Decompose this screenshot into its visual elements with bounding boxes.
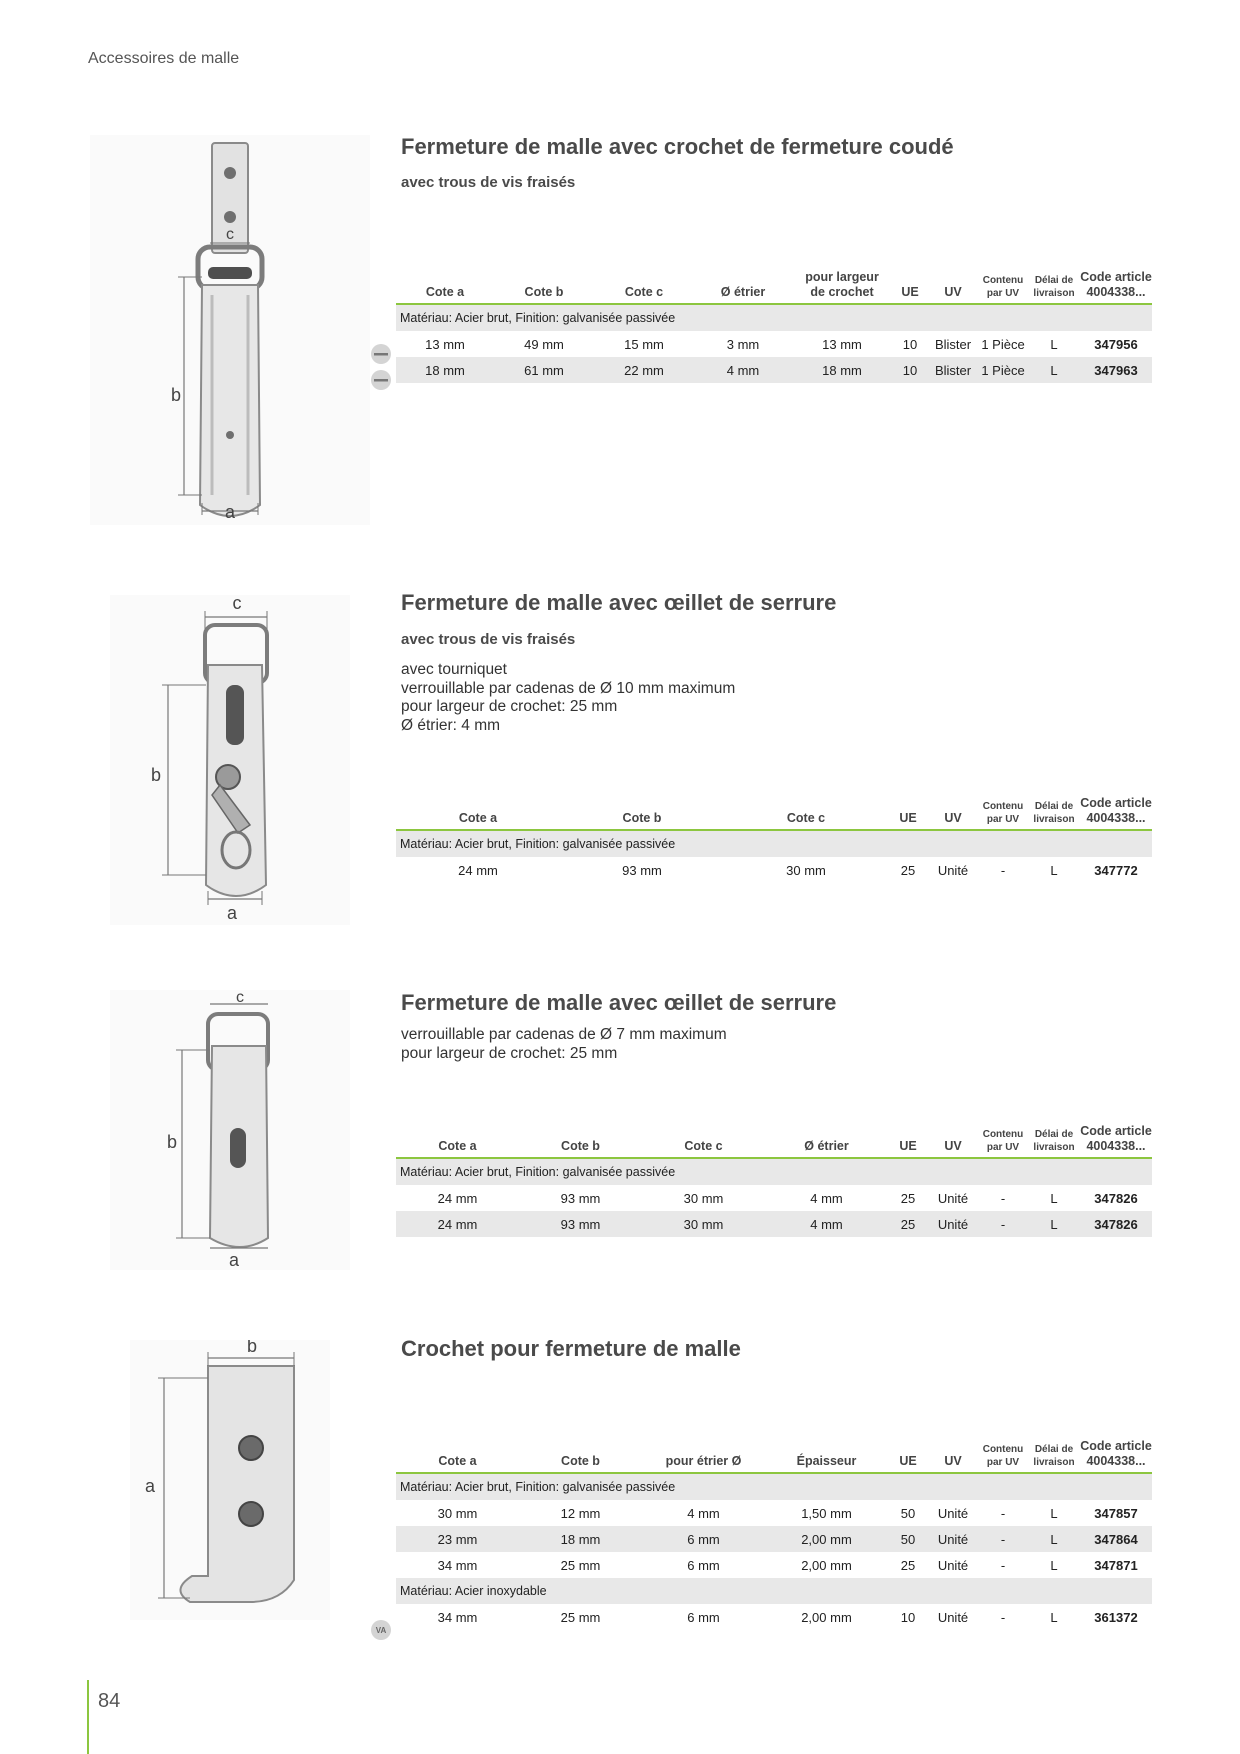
header-uv: UV — [928, 796, 978, 830]
stainless-steel-icon: VA — [371, 1620, 391, 1640]
header-code: Code article 4004338... — [1080, 270, 1152, 304]
header-cote-b: Cote b — [519, 1124, 642, 1158]
header-ue: UE — [888, 1124, 928, 1158]
header-ue: UE — [888, 1439, 928, 1473]
material-row: Matériau: Acier brut, Finition: galvanisée passivée — [396, 1473, 1152, 1500]
header-cote-c: Cote c — [642, 1124, 765, 1158]
section-title: Fermeture de malle avec œillet de serrure — [401, 990, 837, 1015]
page-number: 84 — [98, 1690, 121, 1712]
dim-label-b: b — [170, 385, 182, 405]
dim-label-c: c — [232, 595, 242, 613]
dim-label-a: a — [144, 1476, 156, 1496]
spec-table — [396, 1124, 1152, 1237]
header-delai: Délai de livraison — [1028, 1124, 1080, 1158]
dim-label-a: a — [226, 903, 238, 923]
header-code: Code article 4004338... — [1080, 1124, 1152, 1158]
table-row: 23 mm 18 mm 6 mm 2,00 mm 50 Unité - L 347864 — [396, 1526, 1152, 1552]
header-uv: UV — [928, 270, 978, 304]
section-title: Fermeture de malle avec œillet de serrure — [401, 590, 837, 615]
dim-label-b: b — [150, 765, 162, 785]
header-code: Code article 4004338... — [1080, 796, 1152, 830]
header-contenu: Contenu par UV — [978, 796, 1028, 830]
spec-table — [396, 270, 1152, 383]
header-delai: Délai de livraison — [1028, 270, 1080, 304]
header-etrier: Ø étrier — [765, 1124, 888, 1158]
table-row: 24 mm 93 mm 30 mm 4 mm 25 Unité - L 347826 — [396, 1211, 1152, 1237]
spec-table — [396, 1439, 1152, 1630]
material-row: Matériau: Acier brut, Finition: galvanisée passivée — [396, 830, 1152, 857]
section-title: Crochet pour fermeture de malle — [401, 1336, 741, 1361]
table-row: 24 mm 93 mm 30 mm 4 mm 25 Unité - L 347826 — [437, 1190, 1138, 1206]
product-image-oeillet-tourniquet — [110, 595, 350, 925]
header-contenu: Contenu par UV — [978, 1439, 1028, 1473]
header-cote-a: Cote a — [396, 1124, 519, 1158]
product-image-crochet — [130, 1340, 330, 1620]
header-etrier: Ø étrier — [694, 270, 792, 304]
section-description: avec tourniquet verrouillable par cadenas de Ø 10 mm maximum pour largeur de crochet: 25 mm Ø étrier: 4 mm — [401, 661, 736, 734]
header-uv: UV — [928, 1124, 978, 1158]
table-row: 18 mm 61 mm 22 mm 4 mm 18 mm 10 Blister 1 Pièce L 347963 — [396, 357, 1152, 383]
header-cote-a: Cote a — [396, 796, 560, 830]
header-cote-b: Cote b — [519, 1439, 642, 1473]
header-cote-c: Cote c — [724, 796, 888, 830]
table-row: 24 mm 93 mm 30 mm 25 Unité - L 347772 — [458, 862, 1138, 878]
dim-label-b: b — [246, 1340, 258, 1356]
section-subtitle: avec trous de vis fraisés — [401, 631, 576, 648]
product-image-oeillet-serrure — [110, 990, 350, 1270]
dim-label-c: c — [236, 990, 244, 1006]
dim-label-a: a — [228, 1250, 240, 1270]
dim-label-c: c — [226, 226, 234, 243]
header-uv: UV — [928, 1439, 978, 1473]
header-cote-a: Cote a — [396, 270, 494, 304]
section-title: Fermeture de malle avec crochet de fermeture coudé — [401, 134, 954, 159]
header-contenu: Contenu par UV — [978, 1124, 1028, 1158]
dim-label-b: b — [166, 1132, 178, 1152]
section-subtitle: avec trous de vis fraisés — [401, 174, 576, 191]
header-ue: UE — [888, 796, 928, 830]
header-cote-a: Cote a — [396, 1439, 519, 1473]
spec-table — [396, 796, 1152, 883]
header-etrier: pour étrier Ø — [642, 1439, 765, 1473]
header-code: Code article 4004338... — [1080, 1439, 1152, 1473]
material-row: Matériau: Acier brut, Finition: galvanisée passivée — [396, 304, 1152, 331]
footer-accent-bar — [87, 1680, 89, 1754]
header-cote-b: Cote b — [560, 796, 724, 830]
screw-icon — [371, 344, 391, 364]
page-header: Accessoires de malle — [88, 50, 240, 67]
table-row: 13 mm 49 mm 15 mm 3 mm 13 mm 10 Blister 1 Pièce L 347956 — [425, 336, 1138, 352]
table-row: 34 mm 25 mm 6 mm 2,00 mm 25 Unité - L 347871 — [437, 1557, 1138, 1573]
header-contenu: Contenu par UV — [978, 270, 1028, 304]
screw-icon — [371, 370, 391, 390]
product-image-crochet-coude — [90, 135, 370, 525]
section-description: verrouillable par cadenas de Ø 7 mm maximum pour largeur de crochet: 25 mm — [401, 1026, 727, 1062]
material-row-inox: Matériau: Acier inoxydable — [396, 1578, 1152, 1604]
header-ue: UE — [892, 270, 928, 304]
header-epaisseur: Épaisseur — [765, 1439, 888, 1473]
material-row: Matériau: Acier brut, Finition: galvanisée passivée — [396, 1158, 1152, 1185]
table-row: 34 mm 25 mm 6 mm 2,00 mm 10 Unité - L 361372 — [437, 1609, 1138, 1625]
header-cote-b: Cote b — [494, 270, 594, 304]
dim-label-a: a — [224, 502, 236, 522]
header-largeur: pour largeur de crochet — [792, 270, 892, 304]
table-row: 30 mm 12 mm 4 mm 1,50 mm 50 Unité - L 347857 — [437, 1505, 1138, 1521]
header-delai: Délai de livraison — [1028, 1439, 1080, 1473]
header-delai: Délai de livraison — [1028, 796, 1080, 830]
header-cote-c: Cote c — [594, 270, 694, 304]
